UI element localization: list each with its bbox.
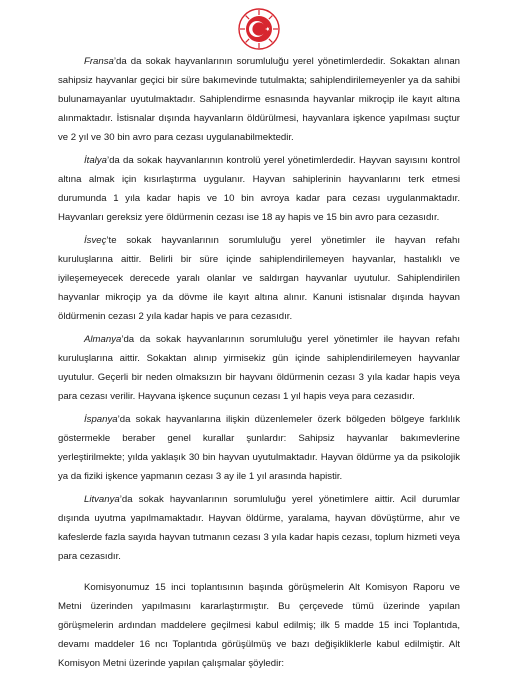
seal-icon — [238, 8, 280, 50]
paragraph-ispanya — [58, 410, 460, 486]
country-name: Almanya — [84, 334, 122, 345]
country-name: Fransa — [84, 56, 114, 67]
paragraph-isvec — [58, 231, 460, 326]
paragraph-text: ’da sokak hayvanlarının sorumluluğu yerel yönetimlere aittir. Acil durumlar dışında uyutma yapılmamaktadır. Hayvan öldürme, yaralama, hayvan dövüştürme, ahır ve kafeslerde fazla sayıda hayvan tutmanın cezası 3 yıla kadar hapis cezası, toplum hizmeti veya para cezasıdır. — [58, 494, 460, 562]
country-name: İspanya — [84, 414, 118, 425]
paragraph-text: ’da da sokak hayvanlarının kontrolü yerel yönetimlerdedir. Hayvan sayısını kontrol altına almak için kısırlaştırma uygulanır. Hayvan sahiplerinin hayvanlarını terk etmesi durumunda 1 yıla kadar hapis ve 10 bin avroya kadar para cezası uygulanmaktadır. Hayvanları gereksiz yere öldürmenin cezası ise 18 ay hapis ve 15 bin avro para cezasıdır. — [58, 155, 460, 223]
paragraph-text: ’da da sokak hayvanlarının sorumluluğu yerel yönetimlerdedir. Sokaktan alınan sahipsiz hayvanlar geçici bir süre bakımevinde tutulmakta; sahiplendirilemeyenler ya da sahibi bulunamayanlar uyutulmaktadır. Sahiplendirme esnasında hayvanlar mikroçip ile kayıt altına alınmaktadır. İstisnalar dışında hayvanların öldürülmesi, hayvanlara işkence yapılması suçtur ve 2 yıl ve 30 bin avro para cezası uygulanabilmektedir. — [58, 56, 460, 143]
country-name: Litvanya — [84, 494, 120, 505]
paragraph-italya — [58, 151, 460, 227]
paragraph-almanya — [58, 330, 460, 406]
document-body — [58, 52, 460, 677]
paragraph-text: ’da sokak hayvanlarına ilişkin düzenlemeler özerk bölgeden bölgeye farklılık göstermekle beraber genel kurallar şunlardır: Sahipsiz hayvanlar bakımevlerine yerleştirilmekte; yılda yaklaşık 30 bin hayvan uyutulmaktadır. Hayvan öldürme ya da psikolojik ya da fiziki işkence yapmanın cezası 3 ay ile 1 yıl arasında hapistir. — [58, 414, 460, 482]
paragraph-text: ’te sokak hayvanlarının sorumluluğu yerel yönetimler ile hayvan refahı kuruluşlarına aittir. Belirli bir süre içinde sahiplendirilemeyen hayvanlar, hastalıklı ve iyileşemeyecek derecede yaralı olanlar ve saldırgan hayvanlar uyutulur. Sahiplendirilen hayvanlar mikroçip ya da dövme ile kayıt altına alınır. Kanuni istisnalar dışında hayvan öldürmenin cezası 2 yıla kadar hapis ve para cezasıdır. — [58, 235, 460, 322]
paragraph-text: ’da da sokak hayvanlarının sorumluluğu yerel yönetimler ile hayvan refahı kuruluşlarına aittir. Sokaktan alınıp yirmisekiz gün içinde sahiplendirilemeyen hayvanlar uyutulur. Geçerli bir neden olmaksızın bir hayvanı öldürmenin cezası 3 yıla kadar hapis veya para cezası verilir. Hayvana işkence suçunun cezası 1 yıl hapis veya para cezasıdır. — [58, 334, 460, 402]
paragraph-litvanya — [58, 490, 460, 566]
country-name: İtalya — [84, 155, 107, 166]
paragraph-fransa — [58, 52, 460, 147]
country-name: İsveç — [84, 235, 107, 246]
paragraph-commission: Komisyonumuz 15 inci toplantısının başında görüşmelerin Alt Komisyon Raporu ve Metni üzerinden yapılmasını kararlaştırmıştır. Bu çerçevede tümü üzerinde yapılan görüşmelerin ardından maddelere geçilmesi kabul edilmiş; ilk 5 madde 15 inci Toplantıda, devamı maddeler 16 ncı Toplantıda görüşülmüş ve bazı değişikliklerle kabul edilmiştir. Alt Komisyon Metni üzerinde yapılan çalışmalar şöyledir: — [58, 582, 460, 669]
